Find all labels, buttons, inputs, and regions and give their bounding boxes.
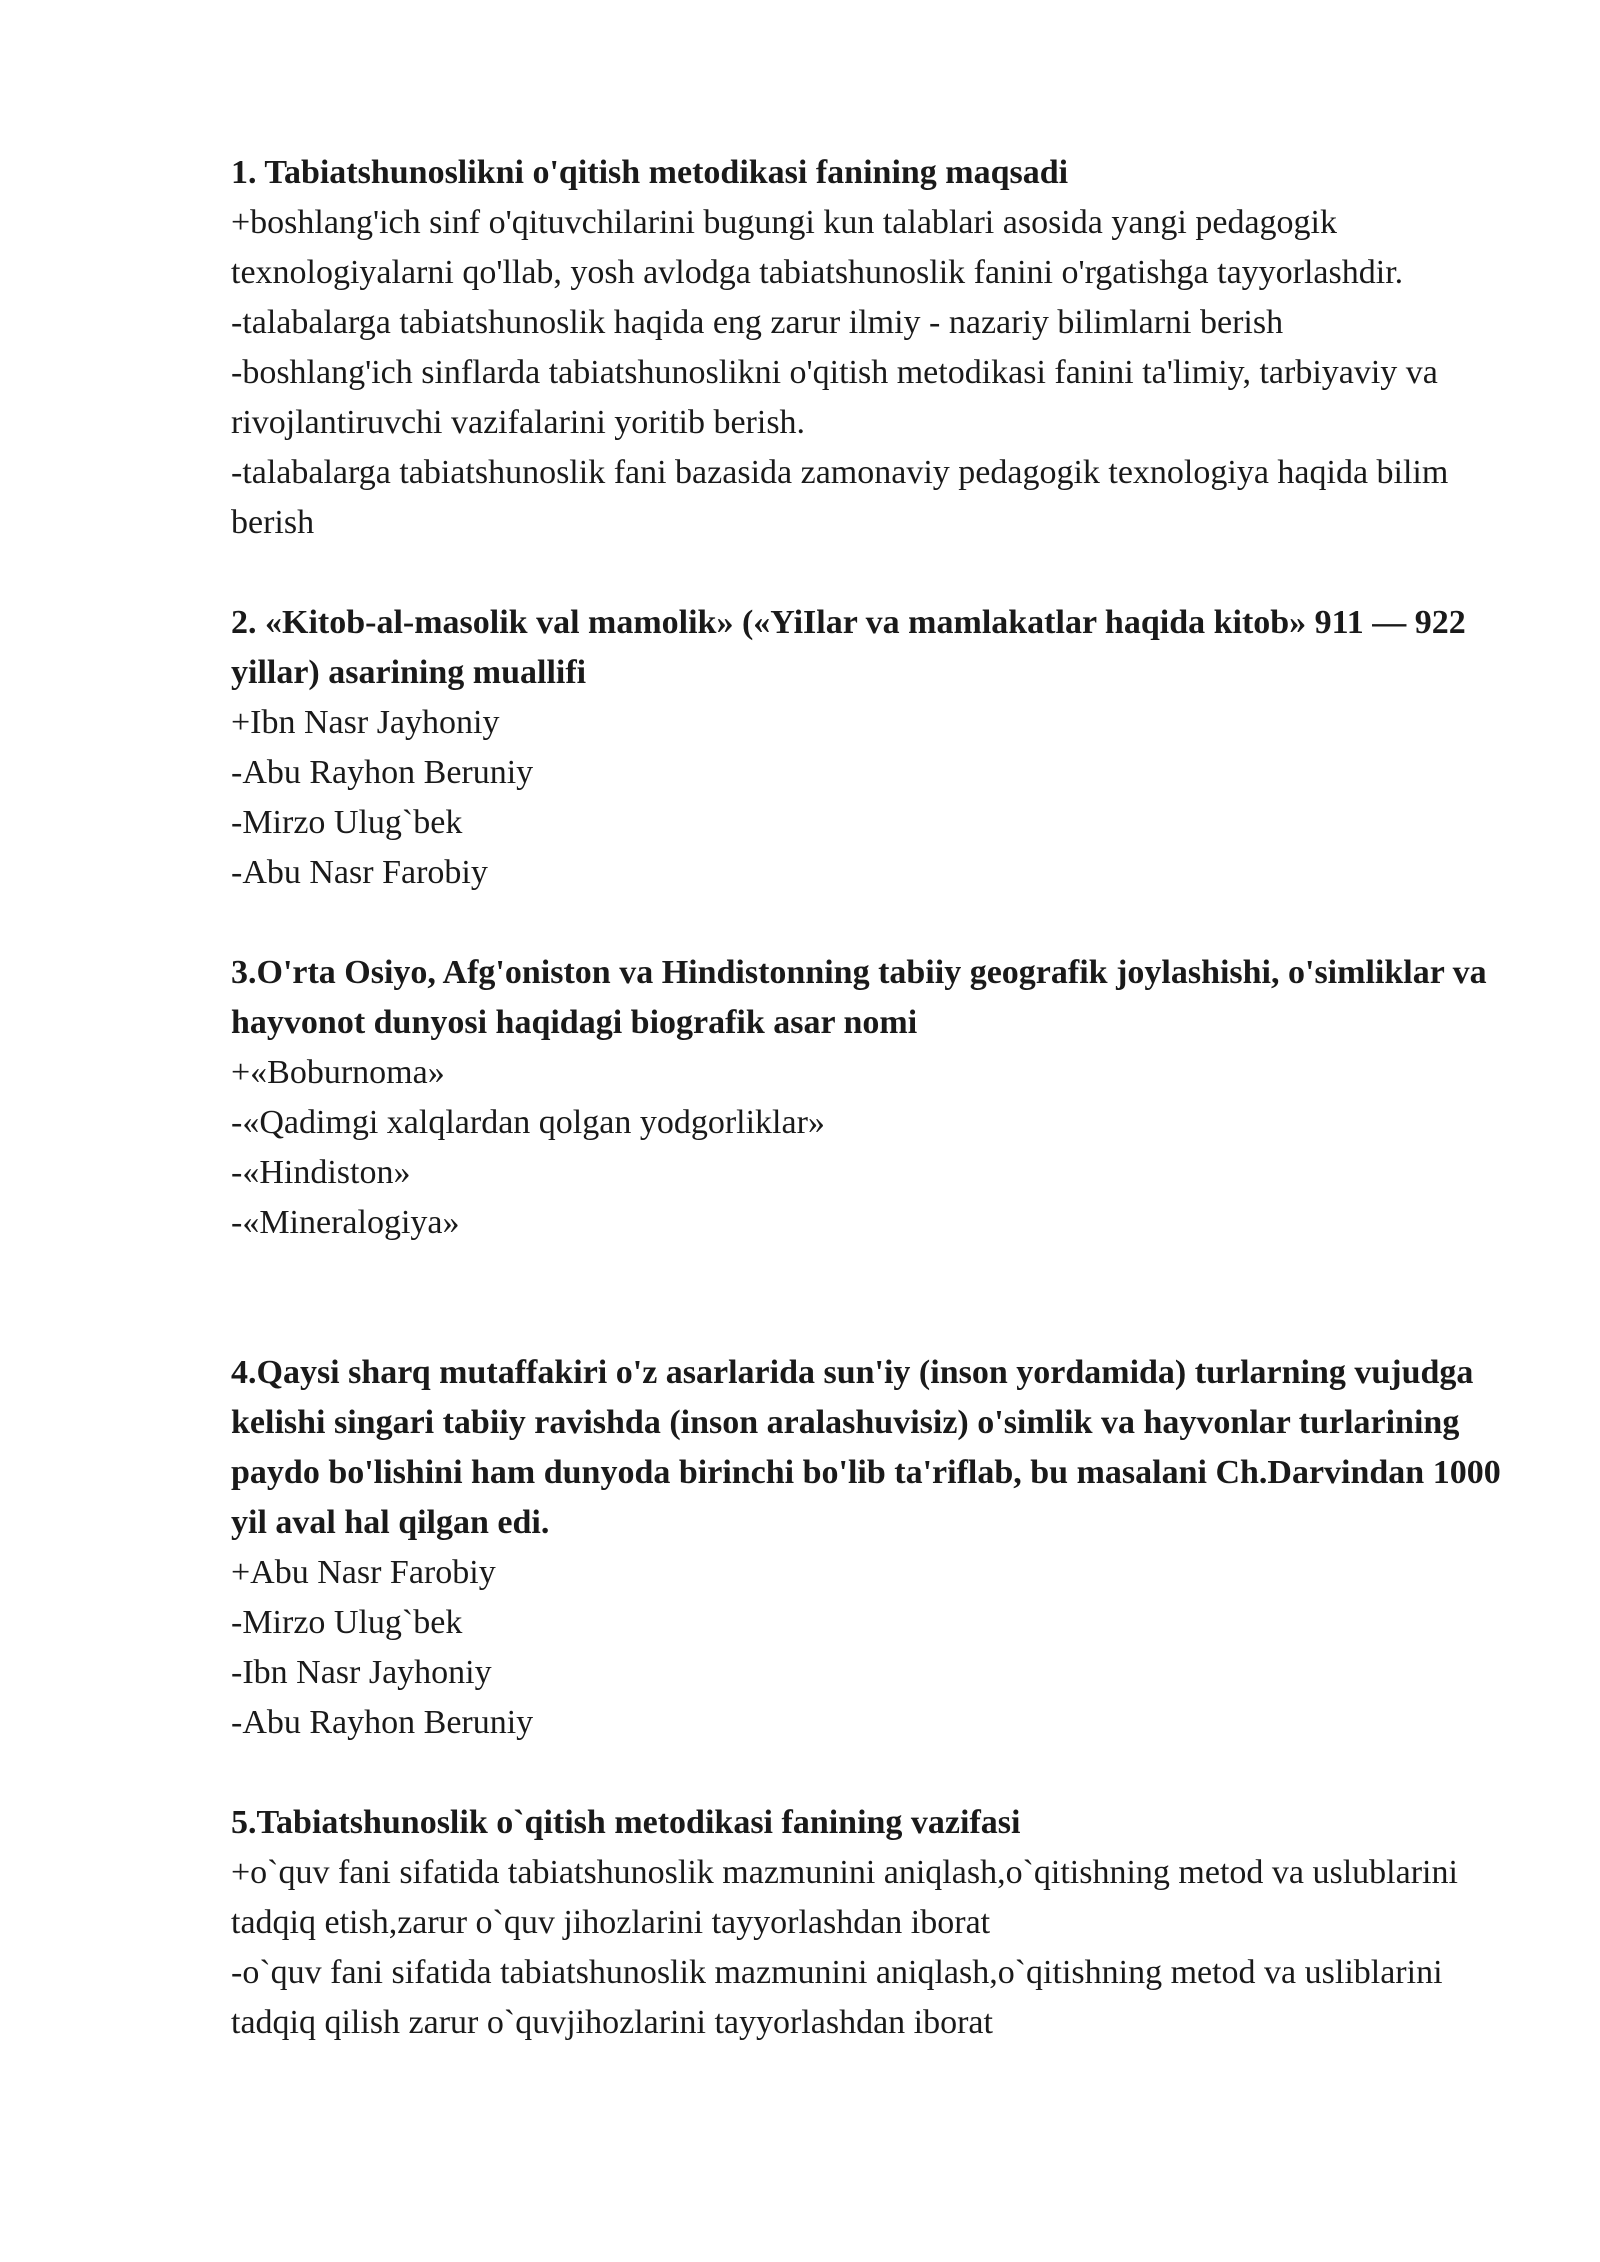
answer-option: -Abu Nasr Farobiy [231,854,488,891]
question-2 [231,598,1501,898]
document-page [231,148,1501,2048]
answer-option: -talabalarga tabiatshunoslik fani bazasida zamonaviy pedagogik texnologiya haqida bilim berish [231,454,1449,541]
answer-option: -«Qadimgi xalqlardan qolgan yodgorliklar» [231,1104,825,1141]
answer-option: +Ibn Nasr Jayhoniy [231,704,500,741]
answer-option: -talabalarga tabiatshunoslik haqida eng zarur ilmiy - nazariy bilimlarni berish [231,304,1284,341]
question-title: 5.Tabiatshunoslik o`qitish metodikasi fanining vazifasi [231,1804,1021,1841]
question-title: 4.Qaysi sharq mutaffakiri o'z asarlarida sun'iy (inson yordamida) turlarning vujudga kelishi singari tabiiy ravishda (inson aralashuvisiz) o'simlik va hayvonlar turlarining paydo bo'lishini ham dunyoda birinchi bo'lib ta'riflab, bu masalani Ch.Darvindan 1000 yil aval hal qilgan edi. [231,1354,1501,1541]
spacer [231,1748,1501,1798]
answer-option: -o`quv fani sifatida tabiatshunoslik mazmunini aniqlash,o`qitishning metod va usliblarini tadqiq qilish zarur o`quvjihozlarini tayyorlashdan iborat [231,1954,1443,2041]
answer-option: -Abu Rayhon Beruniy [231,1704,534,1741]
answer-option: -«Mineralogiya» [231,1204,460,1241]
answer-option: -Ibn Nasr Jayhoniy [231,1654,492,1691]
question-5 [231,1798,1501,2048]
question-4 [231,1348,1501,1748]
spacer [231,548,1501,598]
answer-option: -«Hindiston» [231,1154,411,1191]
question-title: 3.O'rta Osiyo, Afg'oniston va Hindistonning tabiiy geografik joylashishi, o'simliklar va hayvonot dunyosi haqidagi biografik asar nomi [231,954,1487,1041]
question-3 [231,948,1501,1248]
answer-option: -Abu Rayhon Beruniy [231,754,534,791]
question-1 [231,148,1501,548]
question-title: 2. «Kitob-al-masolik val mamolik» («YiIlar va mamlakatlar haqida kitob» 911 — 922 yillar) asarining muallifi [231,604,1466,691]
question-title: 1. Tabiatshunoslikni o'qitish metodikasi fanining maqsadi [231,154,1069,191]
spacer [231,898,1501,948]
spacer [231,1248,1501,1348]
answer-option: -Mirzo Ulug`bek [231,1604,463,1641]
answer-option: +«Boburnoma» [231,1054,445,1091]
answer-option: +Abu Nasr Farobiy [231,1554,496,1591]
answer-option: -boshlang'ich sinflarda tabiatshunoslikni o'qitish metodikasi fanini ta'limiy, tarbiyaviy va rivojlantiruvchi vazifalarini yoritib berish. [231,354,1438,441]
answer-option: +o`quv fani sifatida tabiatshunoslik mazmunini aniqlash,o`qitishning metod va uslublarini tadqiq etish,zarur o`quv jihozlarini tayyorlashdan iborat [231,1854,1458,1941]
answer-option: -Mirzo Ulug`bek [231,804,463,841]
answer-option: +boshlang'ich sinf o'qituvchilarini bugungi kun talablari asosida yangi pedagogik texnologiyalarni qo'llab, yosh avlodga tabiatshunoslik fanini o'rgatishga tayyorlashdir. [231,204,1404,291]
